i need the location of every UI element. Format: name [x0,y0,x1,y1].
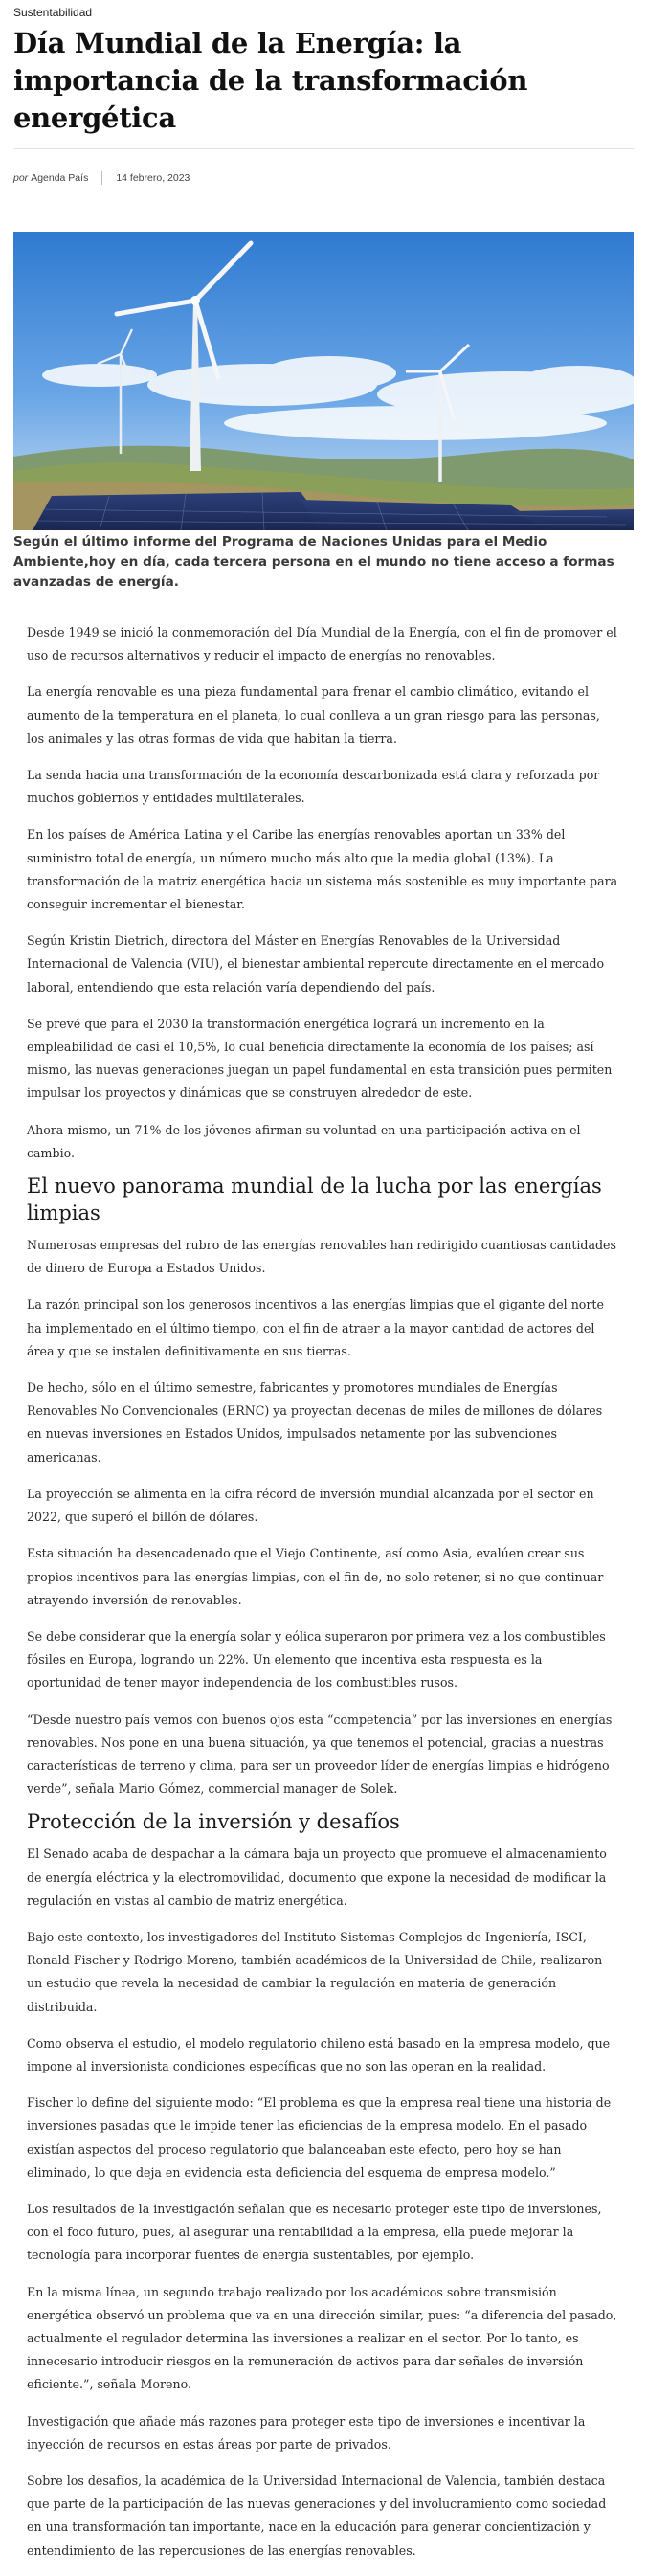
article-body [13,621,634,2563]
paragraph: Ahora mismo, un 71% de los jóvenes afirman su voluntad en una participación activa en el cambio. [27,1122,581,1160]
paragraph: Según Kristin Dietrich, directora del Máster en Energías Renovables de la Universidad Internacional de Valencia (VIU), el bienestar ambiental repercute directamente en el mercado laboral, entendiendo que esta relación varía dependiendo del país. [27,933,605,995]
paragraph: Se debe considerar que la energía solar y eólica superaron por primera vez a los combustibles fósiles en Europa, logrando un 22%. Un elemento que incentiva esta respuesta es la oportunidad de tener mayor independencia de los combustibles rusos. [27,1628,606,1691]
paragraph: De hecho, sólo en el último semestre, fabricantes y promotores mundiales de Energías Renovables No Convencionales (ERNC) ya proyectan decenas de miles de millones de dólares en nuevas inversiones en Estados Unidos, impulsados netamente por las subvenciones americanas. [27,1380,603,1465]
paragraph: Numerosas empresas del rubro de las energías renovables han redirigido cuantiosas cantidades de dinero de Europa a Estados Unidos. [27,1238,616,1276]
section-heading-energias-limpias: El nuevo panorama mundial de la lucha por las energías limpias [27,1175,602,1225]
byline [13,170,634,186]
section-heading-proteccion-inversion: Protección de la inversión y desafíos [27,1810,400,1834]
article-title: Día Mundial de la Energía: la importancia de la transformación energética [13,27,528,134]
hero-image [13,232,634,530]
byline-prefix: por [13,172,29,184]
paragraph: “Desde nuestro país vemos con buenos ojos esta “competencia” por las inversiones en energías renovables. Nos pone en una buena situación, ya que tenemos el potencial, gracias a nuestras características de terreno y clima, para ser un proveedor líder de energías limpias e hidrógeno verde”, señala Mario Gómez, commercial manager de Solek. [27,1712,613,1797]
paragraph: En la misma línea, un segundo trabajo realizado por los académicos sobre transmisión energética observó un problema que va en una dirección similar, pues: “a diferencia del pasado, actualmente el regulador determina las inversiones a realizar en el sector. Por lo tanto, es innecesario introducir riesgos en la remuneración de activos para dar señales de inversión eficiente.”, señala Moreno. [27,2284,617,2392]
paragraph: El Senado acaba de despachar a la cámara baja un proyecto que promueve el almacenamiento de energía eléctrica y la electromovilidad, documento que expone la necesidad de modificar la regulación en vistas al cambio de matriz energética. [27,1847,607,1908]
paragraph: Los resultados de la investigación señalan que es necesario proteger este tipo de inversiones, con el foco futuro, pues, al asegurar una rentabilidad a la empresa, ella puede mejorar la tecnología para incorporar fuentes de energía sustentables, por ejemplo. [27,2201,602,2263]
byline-separator [101,171,102,185]
image-caption: Según el último informe del Programa de Naciones Unidas para el Medio Ambiente,hoy en día, cada tercera persona en el mundo no tiene acceso a formas avanzadas de energía. [13,534,614,590]
paragraph: Como observa el estudio, el modelo regulatorio chileno está basado en la empresa modelo, que impone al inversionista condiciones específicas que no son las operan en la realidad. [27,2035,611,2073]
paragraph: Bajo este contexto, los investigadores del Instituto Sistemas Complejos de Ingeniería, ISCI, Ronald Fischer y Rodrigo Moreno, también académicos de la Universidad de Chile, realizaron un estudio que revela la necesidad de cambiar la regulación en materia de generación distribuida. [27,1929,603,2014]
paragraph: Fischer lo define del siguiente modo: “El problema es que la empresa real tiene una historia de inversiones pasadas que le impide tener las eficiencias de la empresa modelo. En el pasado existían aspectos del proceso regulatorio que balanceaban este efecto, pero hoy se han eliminado, lo que deja en evidencia esta deficiencia del esquema de empresa modelo.” [27,2095,612,2180]
paragraph: La energía renovable es una pieza fundamental para frenar el cambio climático, evitando el aumento de la temperatura en el planeta, lo cual conlleva a un gran riesgo para las personas, los animales y las otras formas de vida que habitan la tierra. [27,684,600,746]
category-label[interactable]: Sustentabilidad [13,6,93,19]
publish-date: 14 febrero, 2023 [116,172,190,184]
paragraph: En los países de América Latina y el Caribe las energías renovables aportan un 33% del suministro total de energía, un número mucho más alto que la media global (13%). La transformación de la matriz energética hacia un sistema más sostenible es muy importante para conseguir incrementar el bienestar. [27,827,618,912]
paragraph: Investigación que añade más razones para proteger este tipo de inversiones e incentivar la inyección de recursos en estas áreas por parte de privados. [27,2413,586,2452]
paragraph: Esta situación ha desencadenado que el Viejo Continente, así como Asia, evalúen crear sus propios incentivos para las energías limpias, con el fin de, no solo retener, si no que continuar atrayendo inversión de renovables. [27,1546,604,1607]
paragraph: Se prevé que para el 2030 la transformación energética logrará un incremento en la empleabilidad de casi el 10,5%, lo cual beneficia directamente la economía de los países; así mismo, las nuevas generaciones juegan un papel fundamental en esta transición pues permiten impulsar los proyectos y dinámicas que se construyen alrededor de este. [27,1016,613,1101]
paragraph: Desde 1949 se inició la conmemoración del Día Mundial de la Energía, con el fin de promover el uso de recursos alternativos y reducir el impacto de energías no renovables. [27,625,617,663]
paragraph: La proyección se alimenta en la cifra récord de inversión mundial alcanzada por el sector en 2022, que superó el billón de dólares. [27,1486,594,1525]
paragraph: Sobre los desafíos, la académica de la Universidad Internacional de Valencia, también destaca que parte de la participación de las nuevas generaciones y del involucramiento como sociedad en una transformación tan importante, nace en la educación para generar concientización y entendimiento de las repercusiones de las energías renovables. [27,2474,607,2558]
author-link[interactable]: Agenda País [31,172,89,184]
paragraph: La razón principal son los generosos incentivos a las energías limpias que el gigante del norte ha implementado en el último tiempo, con el fin de atraer a la mayor cantidad de actores del área y que se instalen definitivamente en sus tierras. [27,1297,604,1358]
paragraph: La senda hacia una transformación de la economía descarbonizada está clara y reforzada por muchos gobiernos y entidades multilaterales. [27,768,600,806]
title-divider [13,148,634,149]
